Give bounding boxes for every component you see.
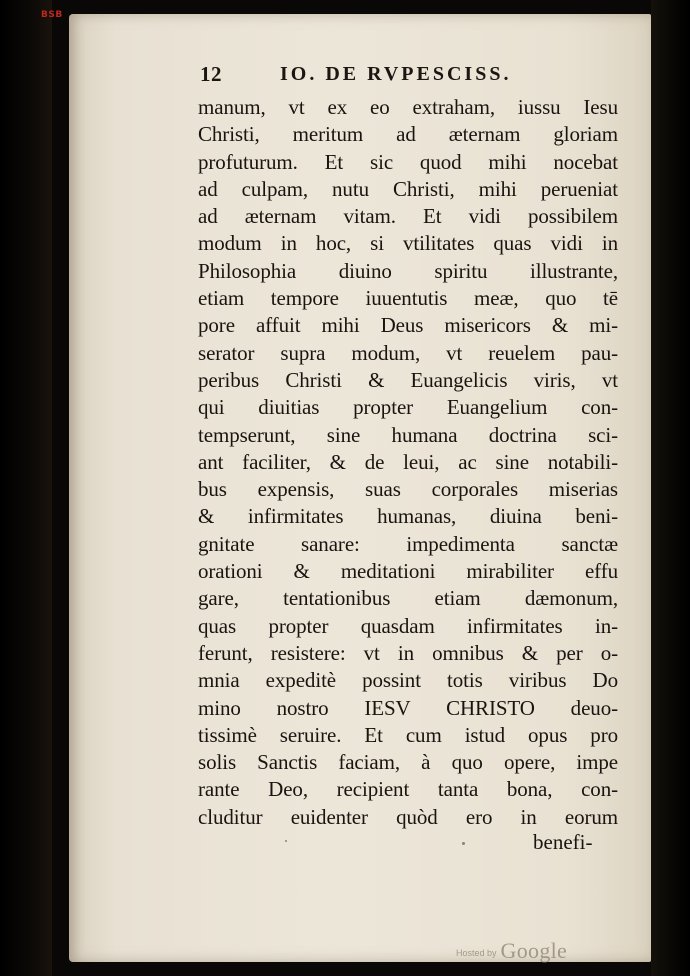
text-line: ferunt, resistere: vt in omnibus & per o-	[198, 640, 618, 665]
text-line: tissimè seruire. Et cum istud opus pro	[198, 722, 618, 747]
text-line: gare, tentationibus etiam dæmonum,	[198, 586, 618, 611]
running-title: IO. DE RVPESCISS.	[280, 63, 512, 85]
page-number: 12	[200, 62, 222, 86]
body-text	[198, 94, 618, 831]
catchword: benefi-	[533, 830, 593, 854]
text-line: ant faciliter, & de leui, ac sine notabili-	[198, 449, 618, 474]
text-line: gnitate sanare: impedimenta sanctæ	[198, 531, 618, 556]
text-line: manum, vt ex eo extraham, iussu Iesu	[198, 95, 618, 119]
paper-speck	[285, 840, 287, 842]
text-line: ad æternam vitam. Et vidi possibilem	[198, 204, 618, 229]
text-line: profuturum. Et sic quod mihi nocebat	[198, 149, 618, 174]
text-line: Christi, meritum ad æternam gloriam	[198, 122, 618, 147]
text-line: mino nostro IESV CHRISTO deuo-	[198, 695, 618, 720]
text-line: bus expensis, suas corporales miserias	[198, 477, 618, 502]
text-line: mnia expeditè possint totis viribus Do	[198, 668, 618, 693]
text-line: & infirmitates humanas, diuina beni-	[198, 504, 618, 529]
text-line: cluditur euidenter quòd ero in eorum	[198, 804, 618, 829]
text-line: serator supra modum, vt reuelem pau-	[198, 340, 618, 365]
text-line: ad culpam, nutu Christi, mihi perueniat	[198, 176, 618, 201]
watermark-prefix: Hosted by	[456, 948, 497, 958]
running-head	[200, 62, 620, 94]
text-line: rante Deo, recipient tanta bona, con-	[198, 777, 618, 802]
scan-right-edge	[651, 0, 690, 976]
paper-speck	[462, 842, 465, 845]
text-line: Philosophia diuino spiritu illustrante,	[198, 258, 618, 283]
scan-left-margin	[0, 0, 52, 976]
text-line: modum in hoc, si vtilitates quas vidi in	[198, 231, 618, 256]
text-line: etiam tempore iuuentutis meæ, quo tē	[198, 286, 618, 311]
text-line: tempserunt, sine humana doctrina sci-	[198, 422, 618, 447]
hosted-by-watermark	[456, 938, 567, 962]
library-stamp: BSB	[41, 10, 63, 20]
text-line: pore affuit mihi Deus misericors & mi-	[198, 313, 618, 338]
google-logo: Google	[500, 938, 568, 963]
text-line: orationi & meditationi mirabiliter effu	[198, 559, 618, 584]
text-line: qui diuitias propter Euangelium con-	[198, 395, 618, 420]
text-line: peribus Christi & Euangelicis viris, vt	[198, 367, 618, 392]
text-line: quas propter quasdam infirmitates in-	[198, 613, 618, 638]
text-line: solis Sanctis faciam, à quo opere, impe	[198, 750, 618, 775]
